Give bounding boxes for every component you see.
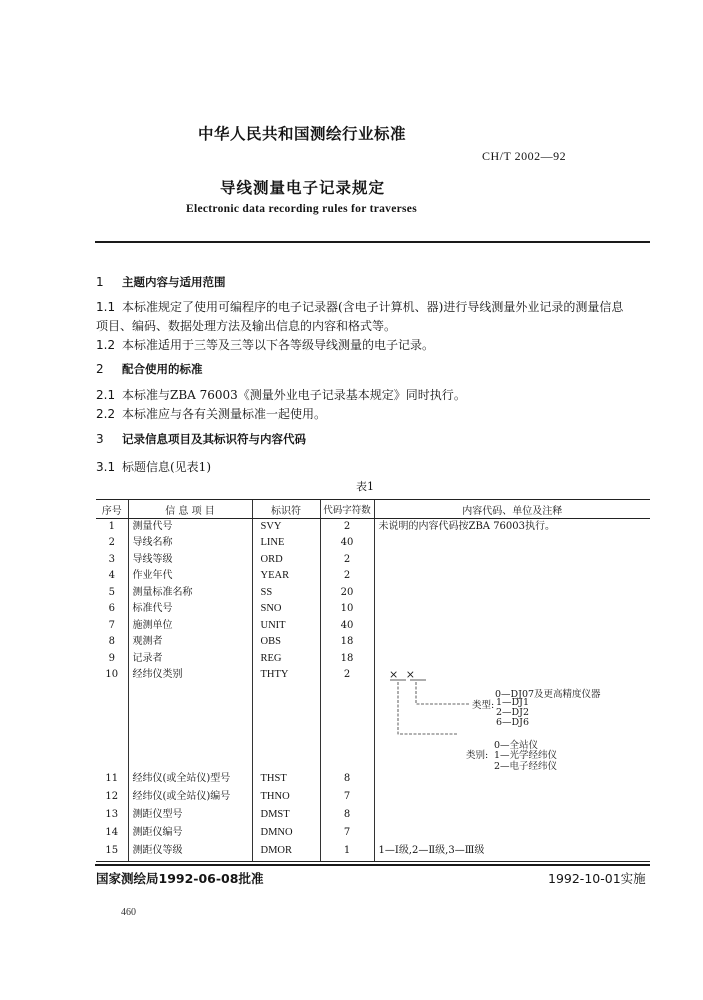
row-item: 经纬仪(或全站仪)型号: [128, 771, 252, 789]
row-identifier: SVY: [252, 519, 320, 536]
col-header-id: 标识符: [252, 500, 320, 519]
clause-1-1-continued: 项目、编码、数据处理方法及输出信息的内容和格式等。: [96, 319, 397, 333]
table-row: [96, 843, 650, 861]
row-number: 4: [108, 570, 115, 582]
type-code-1: 1—DJ1: [496, 697, 530, 708]
header-divider: [95, 241, 650, 243]
row-number: 8: [108, 636, 115, 648]
row-note: [374, 825, 650, 843]
row-item: 导线名称: [128, 535, 252, 552]
row-code-length: 8: [320, 771, 374, 789]
row-code-length: 40: [320, 618, 374, 635]
table-row: [96, 807, 650, 825]
row-note: [374, 568, 650, 585]
class-code-2: 2—电子经纬仪: [494, 761, 558, 772]
clause-1-1: [96, 298, 623, 315]
section-title: 主题内容与适用范围: [122, 275, 226, 289]
row-code-length: 2: [320, 667, 374, 771]
clause-number: 3.1: [96, 460, 116, 474]
row-identifier: DMNO: [252, 825, 320, 843]
type-code-0: 0—DJ07及更高精度仪器: [495, 689, 601, 700]
row-number: 11: [105, 773, 119, 785]
row-number: 5: [108, 586, 115, 598]
section-number: 3: [96, 432, 104, 446]
row-note: [374, 585, 650, 602]
row-identifier: UNIT: [252, 618, 320, 635]
clause-text: 本标准适用于三等及三等以下各等级导线测量的电子记录。: [122, 338, 435, 352]
section-title: 配合使用的标准: [122, 362, 203, 376]
table-header-row: [96, 500, 650, 519]
row-number: 9: [108, 652, 115, 664]
effective-date: 1992-10-01实施: [548, 871, 646, 886]
col-header-note: 内容代码、单位及注释: [374, 500, 650, 519]
row-code-length: 2: [320, 519, 374, 536]
row-identifier: SS: [252, 585, 320, 602]
row-note: [374, 651, 650, 668]
section-1-heading: [96, 274, 226, 290]
clause-text: 本标准与ZBA 76003《测量外业电子记录基本规定》同时执行。: [122, 388, 466, 402]
table-row: [96, 535, 650, 552]
row-note: [374, 535, 650, 552]
row-code-length: 1: [320, 843, 374, 861]
class-label: 类别:: [466, 750, 489, 761]
clause-3-1: [96, 458, 211, 475]
clause-2-2: [96, 405, 326, 422]
class-code-0: 0—全站仪: [494, 740, 539, 751]
row-item: 经纬仪(或全站仪)编号: [128, 789, 252, 807]
row-item: 测量标准名称: [128, 585, 252, 602]
table-row: [96, 825, 650, 843]
row-identifier: OBS: [252, 634, 320, 651]
row-item: 经纬仪类别: [128, 667, 252, 771]
col-header-item: 信 息 项 目: [128, 500, 252, 519]
org-title: 中华人民共和国测绘行业标准: [198, 125, 407, 143]
clause-number: 2.1: [96, 388, 116, 402]
col-header-len: 代码字符数: [320, 500, 374, 519]
approval-line: 国家测绘局1992-06-08批准: [96, 871, 264, 886]
clause-text: 本标准应与各有关测量标准一起使用。: [122, 407, 327, 421]
row-item: 记录者: [128, 651, 252, 668]
row-code-length: 18: [320, 651, 374, 668]
type-code-6: 6—DJ6: [496, 717, 530, 728]
clause-number: 1.2: [96, 338, 116, 352]
row-note: [374, 789, 650, 807]
type-code-2: 2—DJ2: [496, 707, 530, 718]
row-identifier: THST: [252, 771, 320, 789]
row-item: 施测单位: [128, 618, 252, 635]
row-number: 3: [108, 553, 115, 565]
row-number: 7: [108, 619, 115, 631]
row-identifier: DMOR: [252, 843, 320, 861]
clause-text: 本标准规定了使用可编程序的电子记录器(含电子计算机、器)进行导线测量外业记录的测量信息: [122, 300, 624, 314]
row-note: 1—Ⅰ级,2—Ⅱ级,3—Ⅲ级: [374, 843, 650, 861]
row-number: 2: [108, 537, 115, 549]
row-identifier: THNO: [252, 789, 320, 807]
section-title: 记录信息项目及其标识符与内容代码: [122, 432, 306, 446]
row-identifier: THTY: [252, 667, 320, 771]
row-item: 测距仪等级: [128, 843, 252, 861]
row-code-length: 2: [320, 552, 374, 569]
table-row: [96, 651, 650, 668]
document-title-english: Electronic data recording rules for traverses: [186, 203, 417, 215]
row-code-length: 2: [320, 568, 374, 585]
section-number: 2: [96, 362, 104, 376]
clause-2-1: [96, 386, 466, 403]
standard-code: CH/T 2002—92: [482, 149, 567, 163]
class-code-1: 1—光学经纬仪: [494, 750, 558, 761]
row-identifier: SNO: [252, 601, 320, 618]
row-identifier: LINE: [252, 535, 320, 552]
table-row: [96, 771, 650, 789]
row-identifier: YEAR: [252, 568, 320, 585]
table-row: [96, 568, 650, 585]
row-identifier: REG: [252, 651, 320, 668]
section-3-heading: [96, 431, 306, 447]
clause-1-2: [96, 336, 434, 353]
clause-text: 标题信息(见表1): [122, 460, 211, 474]
row-note: [374, 601, 650, 618]
row-number: 6: [108, 603, 115, 615]
table-row: [96, 552, 650, 569]
table-row: [96, 519, 650, 536]
row-item: 观测者: [128, 634, 252, 651]
table-row: [96, 789, 650, 807]
row-item: 测量代号: [128, 519, 252, 536]
row-note: [374, 634, 650, 651]
row-number: 12: [105, 791, 119, 803]
row-number: 10: [105, 669, 119, 681]
row-note: 未说明的内容代码按ZBA 76003执行。: [374, 519, 650, 536]
row-code-length: 10: [320, 601, 374, 618]
row-note: [374, 552, 650, 569]
row-item: 标准代号: [128, 601, 252, 618]
type-label: 类型:: [472, 700, 495, 711]
row-identifier: DMST: [252, 807, 320, 825]
row-code-length: 20: [320, 585, 374, 602]
clause-number: 1.1: [96, 300, 116, 314]
table-row: [96, 585, 650, 602]
row-number: 13: [105, 809, 119, 821]
section-2-heading: [96, 361, 203, 377]
table-row: [96, 601, 650, 618]
row-item: 作业年代: [128, 568, 252, 585]
thty-marks: × ×: [389, 668, 417, 681]
row-number: 14: [105, 827, 119, 839]
row-code-length: 7: [320, 825, 374, 843]
row-number: 15: [96, 843, 128, 861]
row-item: 测距仪型号: [128, 807, 252, 825]
document-title: 导线测量电子记录规定: [220, 179, 386, 197]
row-item: 测距仪编号: [128, 825, 252, 843]
row-note: [374, 771, 650, 789]
col-header-no: 序号: [96, 500, 128, 519]
row-number: 1: [108, 521, 115, 532]
row-code-length: 40: [320, 535, 374, 552]
table-caption: 表1: [356, 480, 374, 493]
table-row: [96, 634, 650, 651]
row-note: [374, 807, 650, 825]
clause-number: 2.2: [96, 407, 116, 421]
footer-divider: [95, 864, 650, 866]
row-identifier: ORD: [252, 552, 320, 569]
row-note: [374, 618, 650, 635]
row-code-length: 7: [320, 789, 374, 807]
row-code-length: 8: [320, 807, 374, 825]
section-number: 1: [96, 275, 104, 289]
row-item: 导线等级: [128, 552, 252, 569]
page-number: 460: [121, 907, 136, 918]
table-row: [96, 618, 650, 635]
row-code-length: 18: [320, 634, 374, 651]
